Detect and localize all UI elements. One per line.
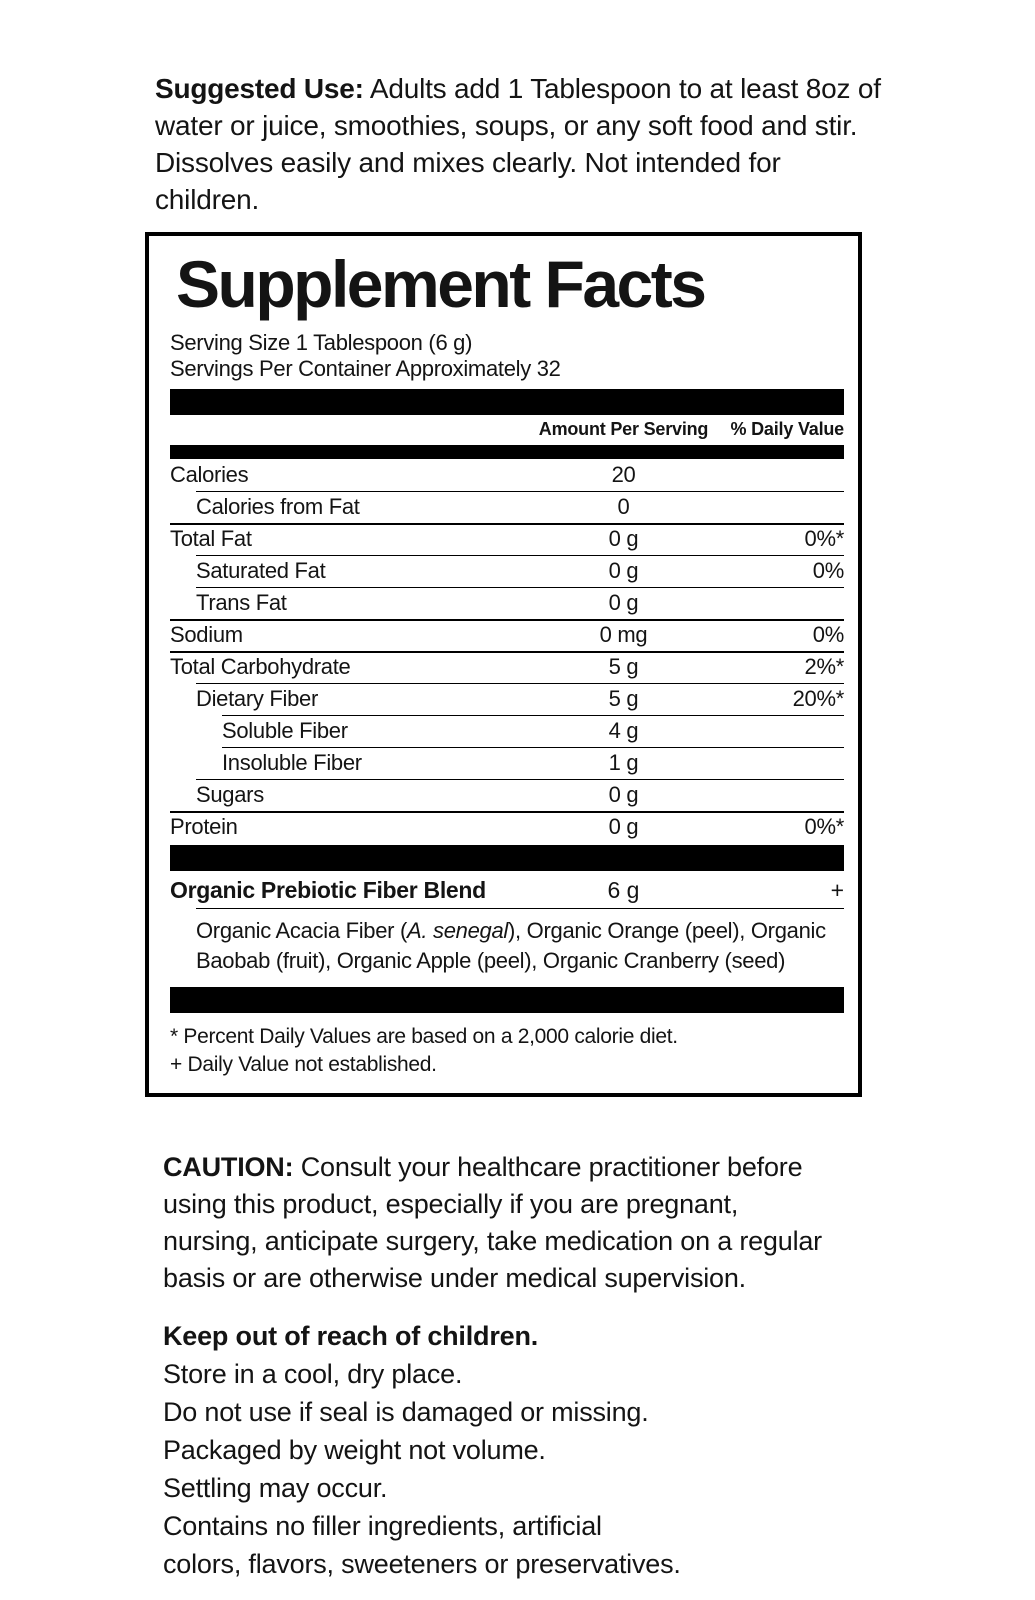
nutrient-name: Sugars [196,782,264,807]
panel-title: Supplement Facts [176,247,705,321]
nutrient-dv: 20%* [792,686,844,711]
nutrient-row-calories [170,459,844,491]
caution-paragraph [163,1149,823,1297]
nutrient-amount: 0 g [608,814,639,839]
nutrient-dv: 0%* [804,814,844,839]
blend-ingredients [170,909,844,980]
footnote-percent-daily-values: * Percent Daily Values are based on a 2,000 calorie diet. [170,1025,678,1048]
nutrient-name: Soluble Fiber [222,718,348,743]
nutrient-row-protein [170,811,844,843]
nutrient-row-dietary-fiber [170,683,844,715]
serving-size: Serving Size 1 Tablespoon (6 g) [170,330,473,355]
blend-name: Organic Prebiotic Fiber Blend [170,877,486,903]
nutrient-row-sugars [170,779,844,811]
nutrient-row-soluble-fiber [170,715,844,747]
nutrient-name: Saturated Fat [196,558,326,583]
caution-label: CAUTION: [163,1152,294,1182]
storage-line-packaged: Packaged by weight not volume. [163,1435,546,1465]
column-header-dv: % Daily Value [730,419,844,439]
nutrient-name: Calories from Fat [196,494,360,519]
nutrient-dv: 0% [812,622,844,647]
suggested-use-text: Adults add 1 Tablespoon to at least 8oz of water or juice, smoothies, soups, or any soft food and stir. Dissolves easily and mixes clearly. Not intended for children. [155,73,881,215]
nutrient-amount: 4 g [608,718,639,743]
storage-heading: Keep out of reach of children. [163,1321,539,1351]
blend-amount: 6 g [607,877,640,903]
nutrient-amount: 0 mg [599,622,648,647]
nutrient-amount: 20 [611,462,636,487]
nutrient-name: Protein [170,814,238,839]
nutrient-name: Sodium [170,622,243,647]
servings-per-container: Servings Per Container Approximately 32 [170,356,561,381]
nutrient-row-calories-from-fat [170,491,844,523]
nutrient-name: Calories [170,462,249,487]
storage-line-seal: Do not use if seal is damaged or missing. [163,1397,649,1427]
nutrient-name: Trans Fat [196,590,287,615]
supplement-facts-panel [145,232,862,1097]
divider-bar [170,987,844,1013]
blend-ingredients-latin-name: A. senegal [407,918,509,943]
nutrient-row-sodium [170,619,844,651]
nutrient-amount: 0 g [608,782,639,807]
storage-line-settling: Settling may occur. [163,1473,388,1503]
column-header-amount: Amount Per Serving [538,419,709,439]
nutrient-name: Total Fat [170,526,252,551]
blend-row [170,871,844,908]
nutrient-amount: 1 g [608,750,639,775]
storage-line-cool-dry: Store in a cool, dry place. [163,1359,463,1389]
nutrient-dv: 2%* [804,654,844,679]
divider-bar [170,845,844,871]
suggested-use [155,70,890,218]
nutrient-row-insoluble-fiber [170,747,844,779]
column-header-row [170,415,844,445]
nutrient-amount: 5 g [608,654,639,679]
nutrient-name: Total Carbohydrate [170,654,351,679]
nutrient-amount: 0 g [608,558,639,583]
nutrient-amount: 5 g [608,686,639,711]
nutrient-row-total-carbohydrate [170,651,844,683]
footnotes [170,1023,844,1079]
nutrient-amount: 0 g [608,526,639,551]
blend-ingredients-part1: Organic Acacia Fiber ( [196,918,408,943]
nutrient-dv: 0%* [804,526,844,551]
storage-warnings [163,1317,1035,1583]
footnote-daily-value-not-established: + Daily Value not established. [170,1053,437,1076]
divider-bar [170,389,844,415]
nutrient-row-trans-fat [170,587,844,619]
nutrient-amount: 0 [617,494,630,519]
nutrient-name: Insoluble Fiber [222,750,362,775]
nutrient-dv: 0% [812,558,844,583]
nutrient-name: Dietary Fiber [196,686,319,711]
caution-text: Consult your healthcare practitioner before using this product, especially if you are pregnant, nursing, anticipate surgery, take medication on a regular basis or are otherwise under medical supervision. [163,1152,822,1293]
nutrient-row-saturated-fat [170,555,844,587]
suggested-use-label: Suggested Use: [155,73,364,104]
nutrient-amount: 0 g [608,590,639,615]
nutrient-row-total-fat [170,523,844,555]
blend-dv: + [830,877,844,903]
storage-line-no-fillers: Contains no filler ingredients, artificial colors, flavors, sweeteners or preservatives. [163,1511,681,1579]
divider-bar [170,445,844,459]
blend-ingredients-part2: ), Organic Orange (peel), Organic Baobab (fruit), Organic Apple (peel), Organic Cranberry (seed) [196,918,826,973]
